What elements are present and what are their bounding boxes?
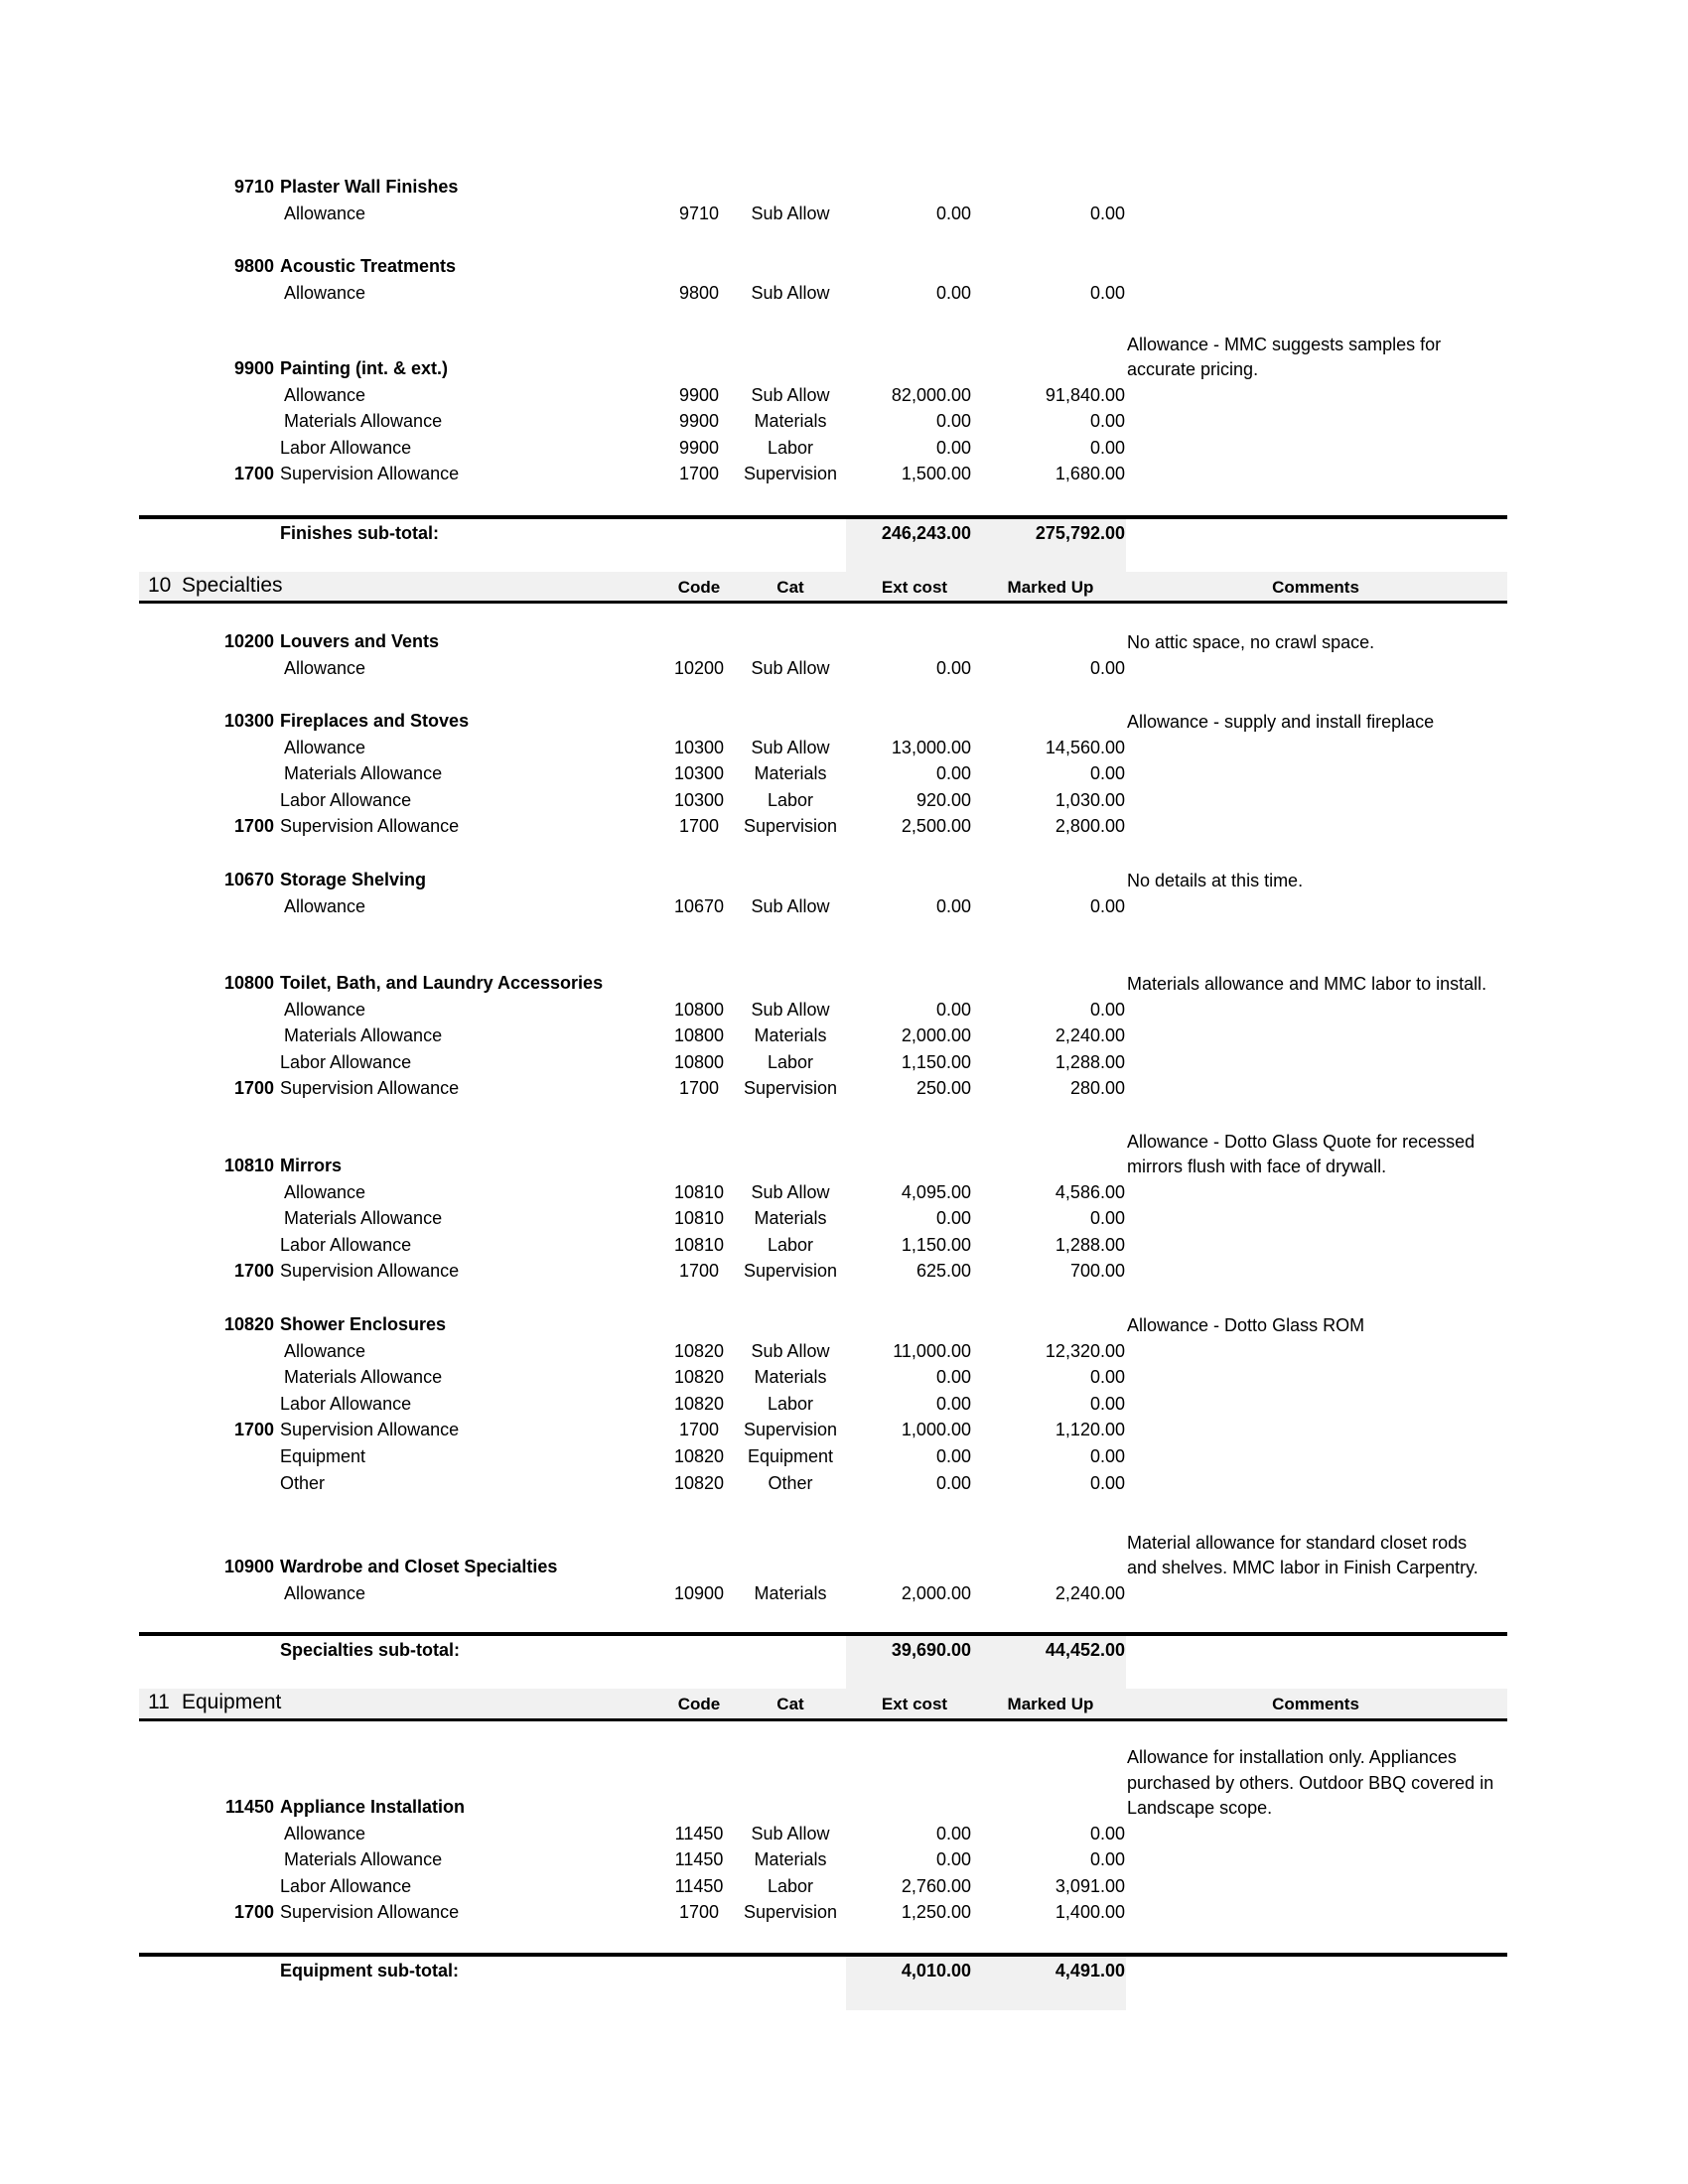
line-marked-up: 0.00 xyxy=(1089,1393,1125,1414)
specialties-header-rule xyxy=(139,601,1507,604)
group-number: 11450 xyxy=(224,1797,274,1817)
line-ext-cost: 0.00 xyxy=(935,1446,971,1466)
line-marked-up: 0.00 xyxy=(1089,1446,1125,1466)
specialties-subtotal-ext: 39,690.00 xyxy=(891,1640,971,1660)
line-code: 11450 xyxy=(674,1875,724,1896)
line-marked-up: 2,240.00 xyxy=(1055,1025,1125,1046)
line-marked-up: 0.00 xyxy=(1089,1849,1125,1870)
line-number: 1700 xyxy=(233,1902,274,1923)
section-number-specialties: 10 xyxy=(148,574,172,597)
line-label: Materials Allowance xyxy=(284,763,443,784)
line-ext-cost: 1,000.00 xyxy=(901,1420,971,1440)
line-label: Labor Allowance xyxy=(280,1393,412,1414)
comment-line: accurate pricing. xyxy=(1127,359,1259,379)
comment-line: mirrors flush with face of drywall. xyxy=(1127,1157,1387,1176)
line-marked-up: 1,288.00 xyxy=(1055,1051,1125,1072)
section-title-equipment: Equipment xyxy=(182,1691,282,1713)
line-marked-up: 0.00 xyxy=(1089,282,1125,303)
line-label: Allowance xyxy=(284,737,366,757)
line-label: Labor Allowance xyxy=(280,789,412,810)
comment-line: No attic space, no crawl space. xyxy=(1127,632,1375,652)
line-marked-up: 1,288.00 xyxy=(1055,1234,1125,1255)
line-ext-cost: 0.00 xyxy=(935,1393,971,1414)
column-header-comments-equipment: Comments xyxy=(1272,1695,1359,1713)
line-label: Supervision Allowance xyxy=(280,1902,460,1923)
line-ext-cost: 2,500.00 xyxy=(901,816,971,837)
line-marked-up: 2,800.00 xyxy=(1055,816,1125,837)
line-marked-up: 0.00 xyxy=(1089,411,1125,432)
line-code: 10800 xyxy=(673,1025,725,1046)
line-ext-cost: 82,000.00 xyxy=(891,384,971,405)
line-cat: Supervision xyxy=(743,1078,838,1099)
line-ext-cost: 4,095.00 xyxy=(901,1181,971,1202)
finishes-subtotal-marked: 275,792.00 xyxy=(1035,523,1125,543)
group-number: 10200 xyxy=(223,631,274,651)
line-cat: Supervision xyxy=(743,464,838,484)
line-marked-up: 0.00 xyxy=(1089,203,1125,223)
line-ext-cost: 625.00 xyxy=(915,1261,971,1282)
section-number-equipment: 11 xyxy=(148,1691,170,1713)
line-cat: Sub Allow xyxy=(751,999,830,1020)
line-cat: Sub Allow xyxy=(751,384,830,405)
line-ext-cost: 0.00 xyxy=(935,437,971,458)
line-number: 1700 xyxy=(233,816,274,837)
line-label: Allowance xyxy=(284,1823,366,1843)
line-cat: Supervision xyxy=(743,1261,838,1282)
line-code: 10820 xyxy=(673,1472,725,1493)
line-label: Labor Allowance xyxy=(280,1051,412,1072)
line-label: Labor Allowance xyxy=(280,437,412,458)
equipment-subtotal-ext: 4,010.00 xyxy=(901,1961,971,1980)
line-label: Allowance xyxy=(284,384,366,405)
column-header-cat-equipment: Cat xyxy=(776,1695,804,1713)
line-code: 10300 xyxy=(673,789,725,810)
line-cat: Labor xyxy=(767,789,814,810)
column-header-marked-up: Marked Up xyxy=(1007,578,1094,597)
specialties-subtotal-label: Specialties sub-total: xyxy=(280,1640,461,1660)
comment-line: Allowance - supply and install fireplace xyxy=(1127,712,1435,732)
line-label: Allowance xyxy=(284,657,366,678)
group-name: Shower Enclosures xyxy=(280,1314,447,1334)
line-label: Allowance xyxy=(284,203,366,223)
group-name: Storage Shelving xyxy=(280,870,427,889)
line-ext-cost: 1,250.00 xyxy=(901,1902,971,1923)
equipment-subtotal-rule xyxy=(139,1953,1507,1957)
line-label: Equipment xyxy=(280,1446,366,1466)
line-cat: Sub Allow xyxy=(751,657,830,678)
line-label: Supervision Allowance xyxy=(280,816,460,837)
line-ext-cost: 1,150.00 xyxy=(901,1234,971,1255)
line-cat: Other xyxy=(768,1472,813,1493)
line-code: 10820 xyxy=(673,1367,725,1388)
line-label: Supervision Allowance xyxy=(280,464,460,484)
line-label: Materials Allowance xyxy=(284,411,443,432)
line-ext-cost: 0.00 xyxy=(935,1208,971,1229)
line-code: 11450 xyxy=(674,1823,724,1843)
line-code: 1700 xyxy=(678,1261,720,1282)
line-ext-cost: 0.00 xyxy=(935,411,971,432)
comment-line: Landscape scope. xyxy=(1127,1798,1273,1818)
column-header-ext-cost: Ext cost xyxy=(881,578,948,597)
line-code: 9800 xyxy=(678,282,720,303)
line-code: 10810 xyxy=(673,1234,725,1255)
line-ext-cost: 0.00 xyxy=(935,999,971,1020)
line-code: 1700 xyxy=(678,464,720,484)
line-label: Allowance xyxy=(284,999,366,1020)
line-number: 1700 xyxy=(233,1261,274,1282)
line-cat: Equipment xyxy=(747,1446,834,1466)
line-code: 9900 xyxy=(678,437,720,458)
line-marked-up: 3,091.00 xyxy=(1055,1875,1125,1896)
line-marked-up: 1,030.00 xyxy=(1055,789,1125,810)
section-title-specialties: Specialties xyxy=(182,574,283,597)
line-ext-cost: 0.00 xyxy=(935,1472,971,1493)
line-ext-cost: 0.00 xyxy=(935,895,971,916)
line-code: 10810 xyxy=(673,1181,725,1202)
line-marked-up: 0.00 xyxy=(1089,1367,1125,1388)
line-ext-cost: 0.00 xyxy=(935,657,971,678)
comment-line: Allowance - Dotto Glass ROM xyxy=(1127,1315,1365,1335)
line-label: Materials Allowance xyxy=(284,1208,443,1229)
line-label: Allowance xyxy=(284,1340,366,1361)
line-label: Supervision Allowance xyxy=(280,1261,460,1282)
line-code: 11450 xyxy=(674,1849,724,1870)
line-marked-up: 280.00 xyxy=(1069,1078,1125,1099)
column-header-marked-up-equipment: Marked Up xyxy=(1007,1695,1094,1713)
column-header-cat: Cat xyxy=(776,578,804,597)
line-cat: Materials xyxy=(754,411,827,432)
line-label: Allowance xyxy=(284,1181,366,1202)
line-code: 10800 xyxy=(673,1051,725,1072)
line-marked-up: 700.00 xyxy=(1069,1261,1125,1282)
line-ext-cost: 11,000.00 xyxy=(893,1340,971,1361)
equipment-subtotal-label: Equipment sub-total: xyxy=(280,1961,459,1980)
group-name: Acoustic Treatments xyxy=(280,256,457,276)
line-cat: Supervision xyxy=(743,816,838,837)
line-cat: Supervision xyxy=(743,1902,838,1923)
line-code: 9900 xyxy=(678,384,720,405)
comment-line: Materials allowance and MMC labor to install. xyxy=(1127,974,1487,994)
line-number: 1700 xyxy=(233,1078,274,1099)
line-code: 9900 xyxy=(678,411,720,432)
line-cat: Sub Allow xyxy=(751,895,830,916)
line-label: Materials Allowance xyxy=(284,1367,443,1388)
line-cat: Sub Allow xyxy=(751,737,830,757)
line-marked-up: 1,120.00 xyxy=(1055,1420,1125,1440)
line-label: Labor Allowance xyxy=(280,1234,412,1255)
group-number: 10820 xyxy=(223,1314,274,1334)
line-cat: Supervision xyxy=(743,1420,838,1440)
line-marked-up: 0.00 xyxy=(1089,657,1125,678)
line-label: Allowance xyxy=(284,1582,366,1603)
line-marked-up: 12,320.00 xyxy=(1045,1340,1125,1361)
line-label: Other xyxy=(280,1472,326,1493)
column-header-comments: Comments xyxy=(1272,578,1359,597)
group-name: Fireplaces and Stoves xyxy=(280,711,470,731)
line-code: 10820 xyxy=(673,1446,725,1466)
line-cat: Materials xyxy=(754,1208,827,1229)
line-cat: Sub Allow xyxy=(751,203,830,223)
line-marked-up: 1,680.00 xyxy=(1055,464,1125,484)
line-ext-cost: 0.00 xyxy=(935,203,971,223)
line-code: 10820 xyxy=(673,1393,725,1414)
line-label: Labor Allowance xyxy=(280,1875,412,1896)
line-ext-cost: 920.00 xyxy=(915,789,971,810)
line-cat: Sub Allow xyxy=(751,1340,830,1361)
line-ext-cost: 1,500.00 xyxy=(901,464,971,484)
line-label: Allowance xyxy=(284,895,366,916)
line-marked-up: 4,586.00 xyxy=(1055,1181,1125,1202)
group-number: 9900 xyxy=(233,358,274,378)
line-ext-cost: 0.00 xyxy=(935,763,971,784)
line-cat: Labor xyxy=(767,1051,814,1072)
group-number: 10900 xyxy=(223,1557,274,1576)
comment-line: No details at this time. xyxy=(1127,871,1304,890)
column-header-ext-cost-equipment: Ext cost xyxy=(881,1695,948,1713)
line-code: 10670 xyxy=(673,895,725,916)
line-number: 1700 xyxy=(233,1420,274,1440)
group-number: 10810 xyxy=(223,1156,274,1175)
line-cat: Materials xyxy=(754,1849,827,1870)
equipment-subtotal-marked: 4,491.00 xyxy=(1055,1961,1125,1980)
group-name: Painting (int. & ext.) xyxy=(280,358,448,378)
line-cat: Materials xyxy=(754,1025,827,1046)
line-marked-up: 91,840.00 xyxy=(1045,384,1125,405)
line-ext-cost: 1,150.00 xyxy=(901,1051,971,1072)
comment-line: Allowance - Dotto Glass Quote for recessed xyxy=(1127,1131,1476,1152)
comment-line: Material allowance for standard closet rods xyxy=(1127,1532,1468,1553)
line-code: 10300 xyxy=(673,737,725,757)
line-ext-cost: 250.00 xyxy=(915,1078,971,1099)
line-code: 10200 xyxy=(673,657,725,678)
finishes-subtotal-rule xyxy=(139,515,1507,519)
line-cat: Sub Allow xyxy=(751,1823,830,1843)
finishes-subtotal-ext: 246,243.00 xyxy=(881,523,971,543)
group-number: 10300 xyxy=(223,711,274,731)
line-cat: Materials xyxy=(754,1367,827,1388)
line-ext-cost: 0.00 xyxy=(935,1849,971,1870)
line-ext-cost: 2,760.00 xyxy=(901,1875,971,1896)
line-ext-cost: 0.00 xyxy=(935,282,971,303)
group-name: Appliance Installation xyxy=(280,1797,466,1817)
comment-line: Allowance for installation only. Appliances xyxy=(1127,1747,1457,1768)
line-marked-up: 1,400.00 xyxy=(1055,1902,1125,1923)
line-ext-cost: 2,000.00 xyxy=(901,1582,971,1603)
line-code: 9710 xyxy=(678,203,720,223)
group-name: Wardrobe and Closet Specialties xyxy=(280,1557,558,1576)
equipment-header-rule xyxy=(139,1718,1507,1721)
comment-line: Allowance - MMC suggests samples for xyxy=(1127,334,1442,354)
specialties-subtotal-marked: 44,452.00 xyxy=(1045,1640,1125,1660)
line-cat: Labor xyxy=(767,1875,814,1896)
line-marked-up: 0.00 xyxy=(1089,1208,1125,1229)
line-marked-up: 2,240.00 xyxy=(1055,1582,1125,1603)
line-marked-up: 0.00 xyxy=(1089,1472,1125,1493)
line-label: Supervision Allowance xyxy=(280,1078,460,1099)
comment-line: purchased by others. Outdoor BBQ covered in xyxy=(1127,1772,1494,1793)
line-code: 10810 xyxy=(673,1208,725,1229)
line-ext-cost: 13,000.00 xyxy=(891,737,971,757)
line-code: 10900 xyxy=(673,1582,725,1603)
group-name: Toilet, Bath, and Laundry Accessories xyxy=(280,973,604,993)
line-cat: Sub Allow xyxy=(751,282,830,303)
line-cat: Labor xyxy=(767,437,814,458)
line-label: Supervision Allowance xyxy=(280,1420,460,1440)
column-header-code-equipment: Code xyxy=(677,1695,721,1713)
line-ext-cost: 0.00 xyxy=(935,1823,971,1843)
line-marked-up: 0.00 xyxy=(1089,437,1125,458)
line-label: Materials Allowance xyxy=(284,1849,443,1870)
line-cat: Labor xyxy=(767,1234,814,1255)
line-code: 1700 xyxy=(678,1902,720,1923)
line-marked-up: 0.00 xyxy=(1089,999,1125,1020)
comment-line: and shelves. MMC labor in Finish Carpentry. xyxy=(1127,1558,1478,1577)
line-label: Materials Allowance xyxy=(284,1025,443,1046)
line-code: 10820 xyxy=(673,1340,725,1361)
line-code: 1700 xyxy=(678,1420,720,1440)
line-code: 10800 xyxy=(673,999,725,1020)
group-number: 10800 xyxy=(223,973,274,993)
column-header-code: Code xyxy=(677,578,721,597)
finishes-subtotal-label: Finishes sub-total: xyxy=(280,523,440,543)
group-name: Louvers and Vents xyxy=(280,631,440,651)
group-number: 10670 xyxy=(223,870,274,889)
line-marked-up: 0.00 xyxy=(1089,1823,1125,1843)
line-marked-up: 14,560.00 xyxy=(1045,737,1125,757)
line-label: Allowance xyxy=(284,282,366,303)
group-name: Plaster Wall Finishes xyxy=(280,177,459,197)
line-cat: Materials xyxy=(754,763,827,784)
group-number: 9710 xyxy=(233,177,274,197)
line-code: 1700 xyxy=(678,1078,720,1099)
line-cat: Labor xyxy=(767,1393,814,1414)
line-ext-cost: 2,000.00 xyxy=(901,1025,971,1046)
line-ext-cost: 0.00 xyxy=(935,1367,971,1388)
line-marked-up: 0.00 xyxy=(1089,895,1125,916)
group-number: 9800 xyxy=(233,256,274,276)
group-name: Mirrors xyxy=(280,1156,343,1175)
line-code: 10300 xyxy=(673,763,725,784)
line-code: 1700 xyxy=(678,816,720,837)
line-cat: Materials xyxy=(754,1582,827,1603)
specialties-subtotal-rule xyxy=(139,1632,1507,1636)
line-cat: Sub Allow xyxy=(751,1181,830,1202)
line-marked-up: 0.00 xyxy=(1089,763,1125,784)
line-number: 1700 xyxy=(233,464,274,484)
